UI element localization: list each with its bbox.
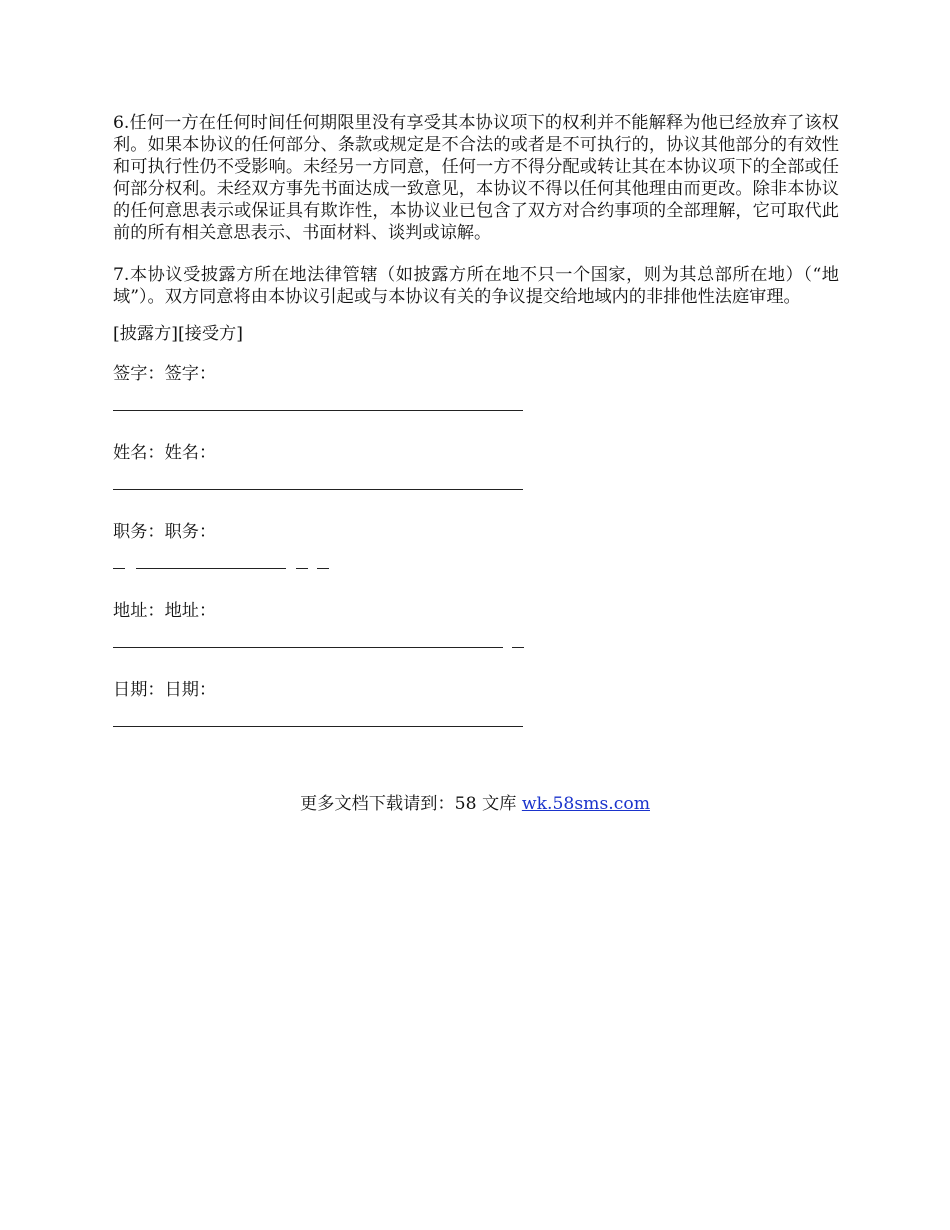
title-label: 职务：职务： — [113, 522, 217, 542]
date-line — [113, 715, 839, 737]
download-footer — [0, 793, 950, 815]
footer-text: 更多文档下载请到：58 文库 — [299, 794, 522, 814]
clause-7-paragraph: 7.本协议受披露方所在地法律管辖（如披露方所在地不只一个国家，则为其总部所在地）（“地域”）。双方同意将由本协议引起或与本协议有关的争议提交给地域内的非排他性法庭审理。 — [113, 265, 839, 307]
document-body — [113, 112, 839, 758]
signature-line — [113, 399, 839, 421]
signature-rule — [113, 410, 523, 411]
address-rule — [113, 647, 503, 648]
name-line — [113, 478, 839, 500]
title-rule — [136, 568, 286, 569]
date-label: 日期：日期： — [113, 680, 217, 700]
address-label: 地址：地址： — [113, 601, 217, 621]
date-rule — [113, 726, 523, 727]
title-dash-right — [317, 568, 329, 569]
parties-heading: [披露方][接受方] — [113, 324, 243, 344]
clause-6-paragraph: 6.任何一方在任何时间任何期限里没有享受其本协议项下的权利并不能解释为他已经放弃了该权利。如果本协议的任何部分、条款或规定是不合法的或者是不可执行的，协议其他部分的有效性和可执行性仍不受影响。未经另一方同意，任何一方不得分配或转让其在本协议项下的全部或任何部分权利。未经双方事先书面达成一致意见，本协议不得以任何其他理由而更改。除非本协议的任何意思表示或保证具有欺诈性，本协议业已包含了双方对合约事项的全部理解，它可取代此前的所有相关意思表示、书面材料、谈判或谅解。 — [113, 113, 839, 243]
title-dash-left — [113, 568, 125, 569]
address-dash — [512, 647, 524, 648]
title-dash-mid — [296, 568, 308, 569]
title-line — [113, 557, 839, 579]
name-rule — [113, 489, 523, 490]
signature-label: 签字：签字： — [113, 364, 217, 384]
address-line — [113, 636, 839, 658]
name-label: 姓名：姓名： — [113, 443, 217, 463]
footer-link[interactable]: wk.58sms.com — [521, 794, 650, 814]
